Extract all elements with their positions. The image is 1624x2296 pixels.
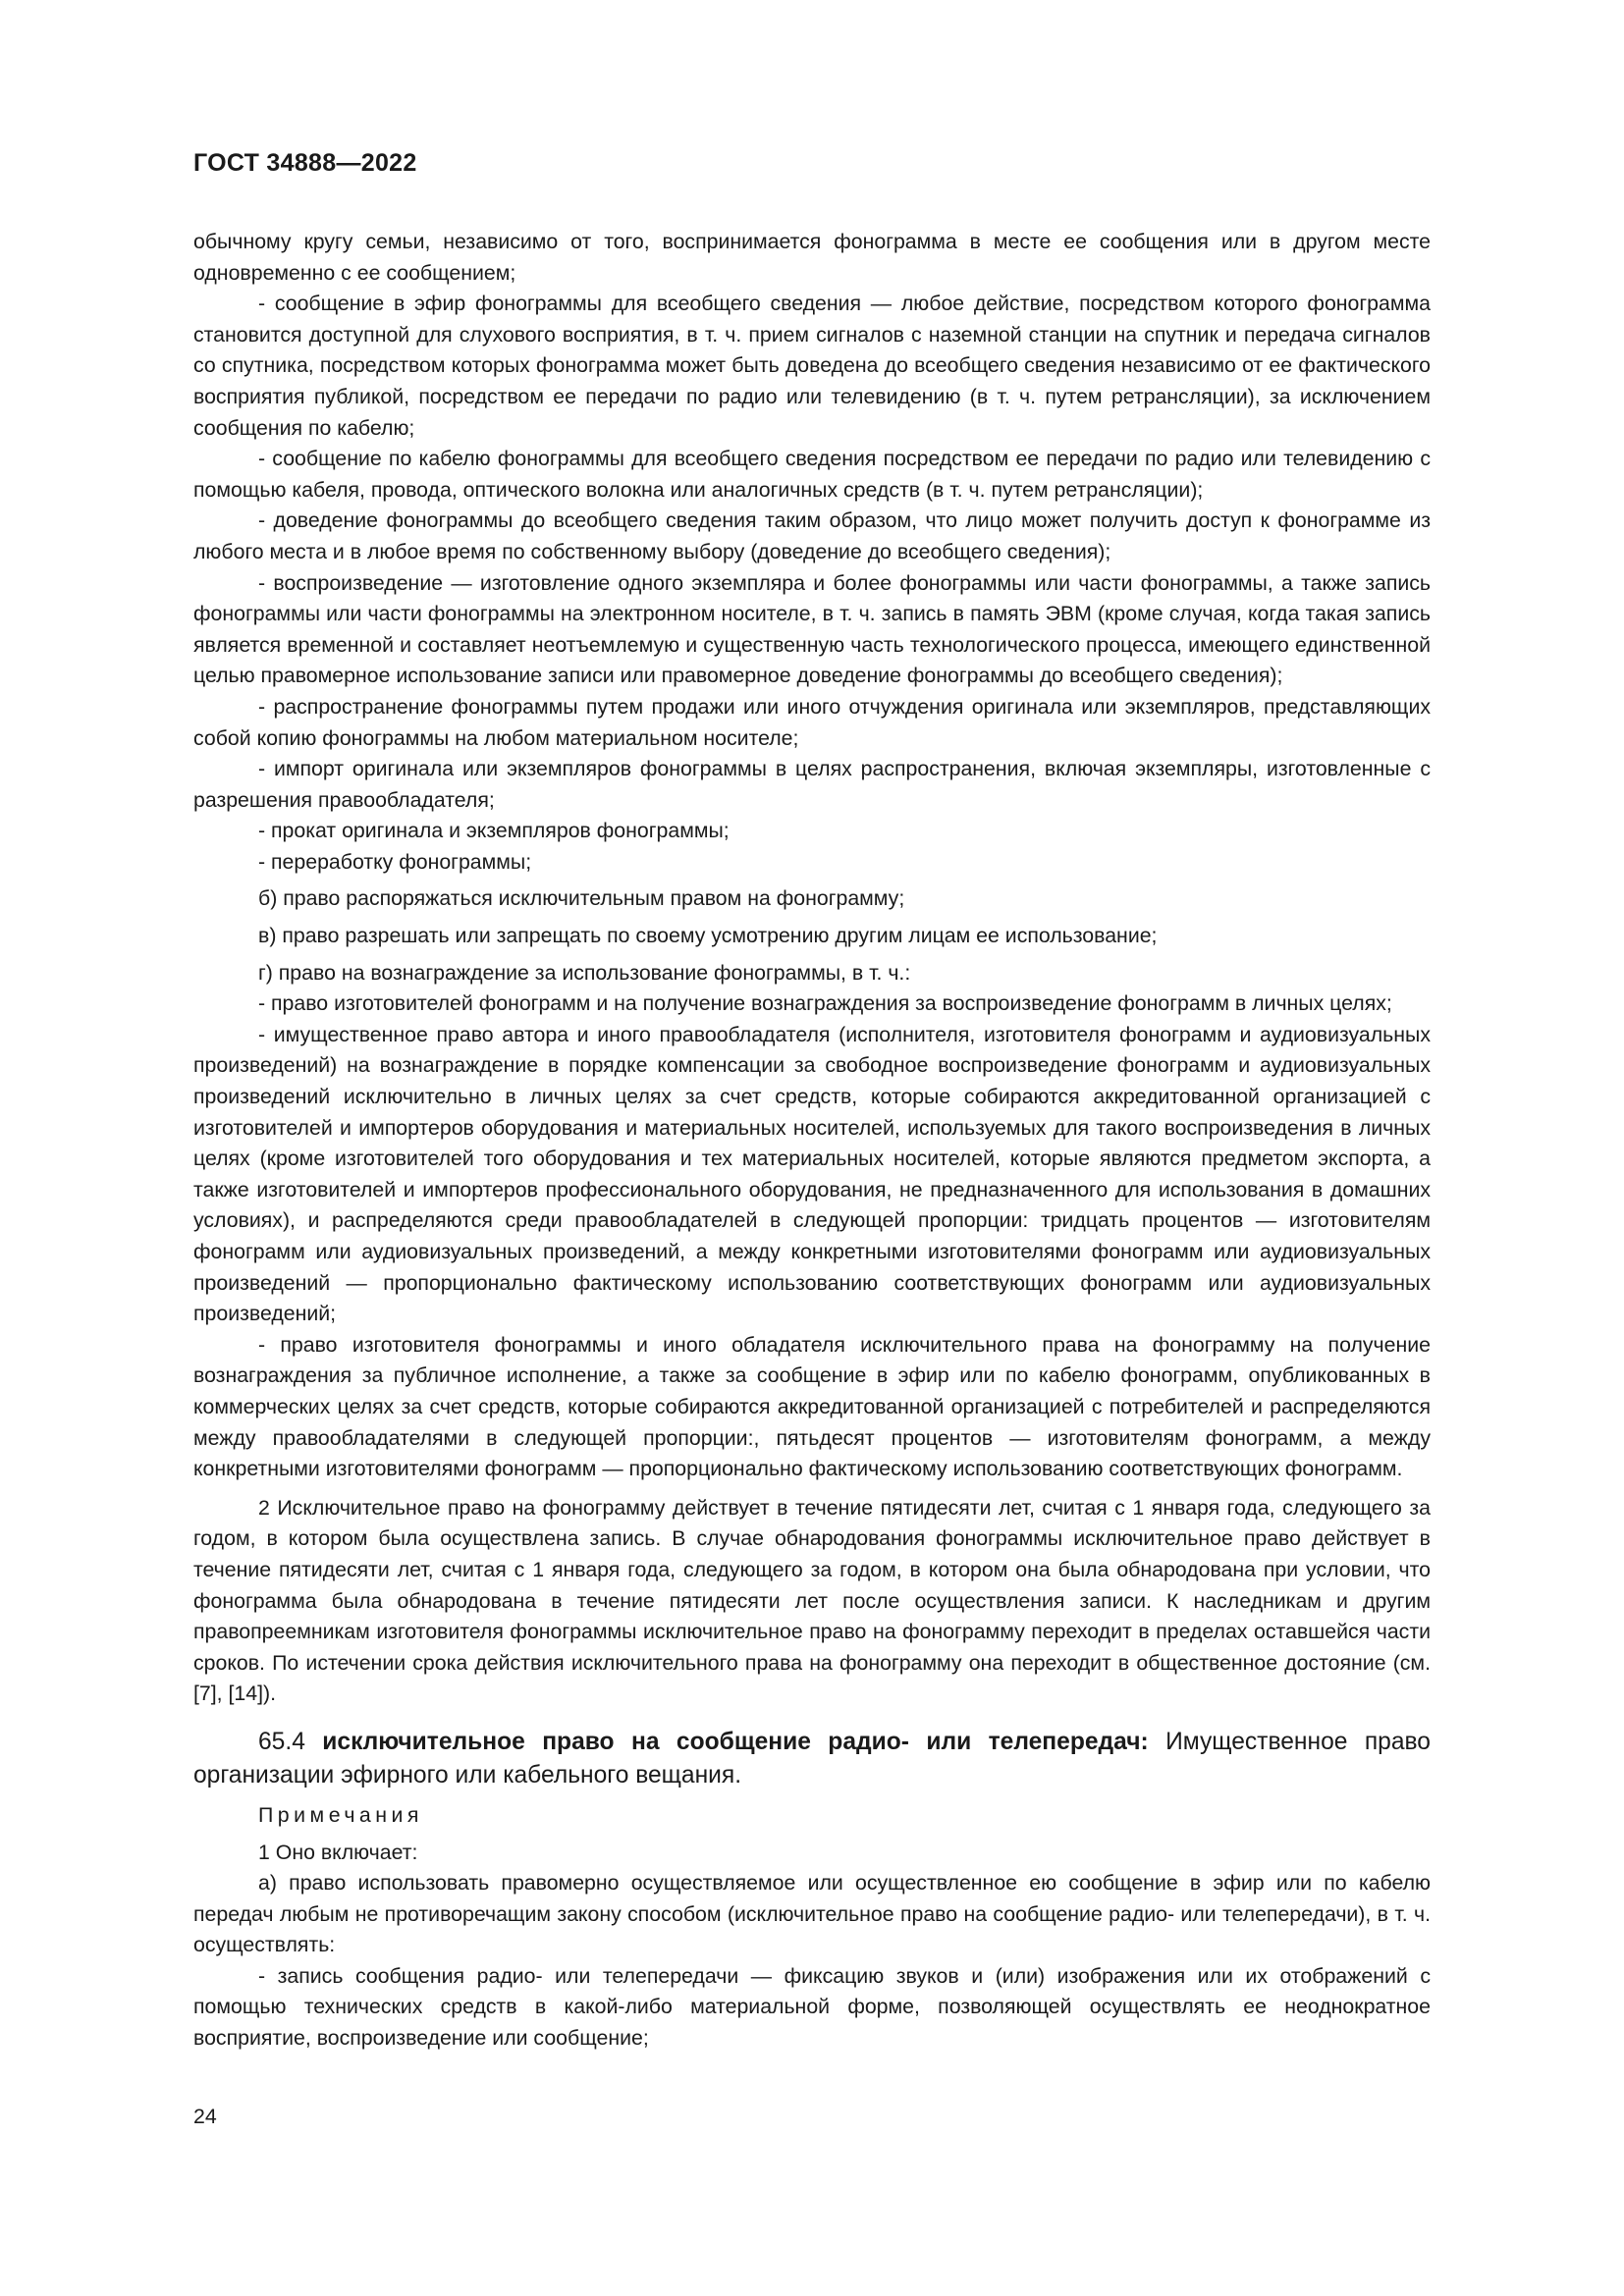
list-item: - право изготовителей фонограмм и на получение вознаграждения за воспроизведение фонограмм в личных целях; <box>258 991 1392 1016</box>
note-item: 1 Оно включает: <box>258 1840 418 1864</box>
list-item: - право изготовителя фонограммы и иного обладателя исключительного права на фонограмму на получение вознаграждения за публичное исполнение, а также за сообщение в эфир или по кабелю фонограмм, опубликованных в коммерческих целях за счет средств, которые собираются аккредитованной организацией с потребителей и распределяются между правообладателями в следующей пропорции:, пятьдесят процентов — изготовителям фонограмм, а между конкретными изготовителями фонограмм — пропорционально фактическому использованию соответствующих фонограмм. <box>193 1332 1431 1481</box>
list-item: - сообщение в эфир фонограммы для всеобщего сведения — любое действие, посредством которого фонограмма становится доступной для слухового восприятия, в т. ч. прием сигналов с наземной станции на спутник и передача сигналов со спутника, посредством которых фонограмма может быть доведена до всеобщего сведения независимо от ее фактического восприятия публикой, посредством ее передачи по радио или телевидению (в т. ч. путем ретрансляции), за исключением сообщения по кабелю; <box>193 292 1431 440</box>
note-item: - запись сообщения радио- или телепередачи — фиксацию звуков и (или) изображения или их отображений с помощью технических средств в какой-либо материальной форме, позволяющей осуществлять ее неоднократное восприятие, воспроизведение или сообщение; <box>193 1963 1431 2051</box>
document-body <box>193 227 1431 2055</box>
term-name: исключительное право на сообщение радио- или телепередач: <box>322 1728 1149 1755</box>
list-item: - имущественное право автора и иного правообладателя (исполнителя, изготовителя фонограмм и аудиовизуальных произведений) на вознаграждение в порядке компенсации за свободное воспроизведение фонограмм и аудиовизуальных произведений исключительно в личных целях за счет средств, которые собираются аккредитованной организацией с изготовителей и импортеров оборудования и материальных носителей, используемых для такого воспроизведения в личных целях (кроме изготовителей того оборудования и тех материальных носителей, которые являются предметом экспорта, а также изготовителей и импортеров профессионального оборудования, не предназначенного для использования в домашних условиях), и распределяются среди правообладателей в следующей пропорции: тридцать процентов — изготовителям фонограмм или аудиовизуальных произведений, а между конкретными изготовителями фонограмм или аудиовизуальных произведений — пропорционально фактическому использованию соответствующих фонограмм или аудиовизуальных произведений; <box>193 1022 1431 1326</box>
list-item: - импорт оригинала или экземпляров фонограммы в целях распространения, включая экземпляры, изготовленные с разрешения правообладателя; <box>193 757 1431 812</box>
list-item: г) право на вознаграждение за использование фонограммы, в т. ч.: <box>258 960 911 985</box>
list-item: - сообщение по кабелю фонограммы для всеобщего сведения посредством ее передачи по радио или телевидению с помощью кабеля, провода, оптического волокна или аналогичных средств (в т. ч. путем ретрансляции); <box>193 447 1431 502</box>
term-entry <box>193 1726 1431 1792</box>
list-item: - доведение фонограммы до всеобщего сведения таким образом, что лицо может получить доступ к фонограмме из любого места и в любое время по собственному выбору (доведение до всеобщего сведения); <box>193 508 1431 563</box>
list-item: - переработку фонограммы; <box>258 849 532 874</box>
list-item: - воспроизведение — изготовление одного экземпляра и более фонограммы или части фонограммы, а также запись фонограммы или части фонограммы на электронном носителе, в т. ч. запись в память ЭВМ (кроме случая, когда такая запись является временной и составляет неотъемлемую и существенную часть технологического процесса, имеющего единственной целью правомерное использование записи или правомерное доведение фонограммы до всеобщего сведения); <box>193 570 1431 688</box>
list-item: в) право разрешать или запрещать по своему усмотрению другим лицам ее использование; <box>258 924 1158 948</box>
notes-heading: Примечания <box>258 1802 423 1827</box>
list-item: б) право распоряжаться исключительным правом на фонограмму; <box>258 886 905 911</box>
term-definition: Имущественное право организации эфирного или кабельного вещания. <box>193 1728 1431 1789</box>
paragraph: обычному кругу семьи, независимо от того, воспринимается фонограмма в месте ее сообщения или в другом месте одновременно с ее сообщением; <box>193 230 1431 285</box>
term-number: 65.4 <box>258 1728 305 1755</box>
note-item: а) право использовать правомерно осуществляемое или осуществленное ею сообщение в эфир или по кабелю передач любым не противоречащим закону способом (исключительное право на сообщение радио- или телепередачи), в т. ч. осуществлять: <box>193 1871 1431 1957</box>
list-item: - распространение фонограммы путем продажи или иного отчуждения оригинала или экземпляров, представляющих собой копию фонограммы на любом материальном носителе; <box>193 694 1431 750</box>
paragraph: 2 Исключительное право на фонограмму действует в течение пятидесяти лет, считая с 1 января года, следующего за годом, в котором была осуществлена запись. В случае обнародования фонограммы исключительное право действует в течение пятидесяти лет, считая с 1 января года, следующего за годом, в котором она была обнародована при условии, что фонограмма была обнародована в течение пятидесяти лет после осуществления записи. К наследникам и другим правопреемникам изготовителя фонограммы исключительное право на фонограмму переходит в пределах оставшейся части сроков. По истечении срока действия исключительного права на фонограмму она переходит в общественное достояние (см. [7], [14]). <box>193 1495 1431 1706</box>
document-header: ГОСТ 34888—2022 <box>193 149 417 177</box>
page-number: 24 <box>193 2105 217 2128</box>
list-item: - прокат оригинала и экземпляров фонограммы; <box>258 819 730 843</box>
